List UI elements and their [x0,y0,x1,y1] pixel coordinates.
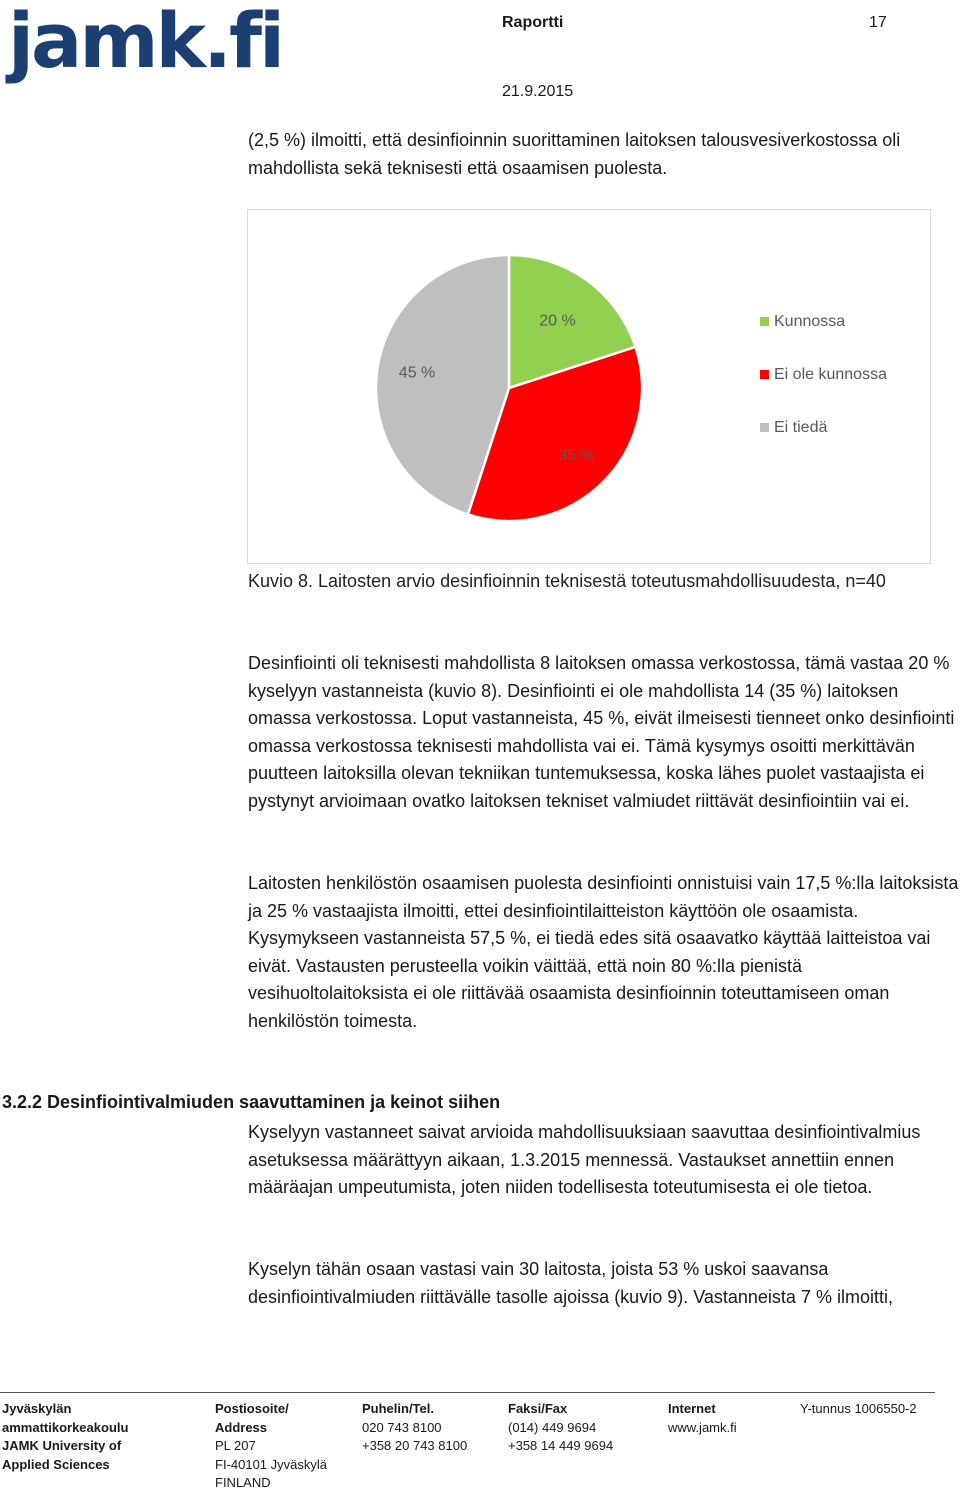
legend-label: Ei ole kunnossa [774,366,887,384]
legend-label: Ei tiedä [774,419,828,437]
paragraph-2: Laitosten henkilöstön osaamisen puolesta desinfiointi onnistuisi vain 17,5 %:lla laitoksista ja 25 % vastaajista ilmoitti, ettei desinfiointilaitteiston käyttöön ole osaamista. Kysymykseen vastanneista 57,5 %, ei tiedä edes sitä osaavatko käyttää laitteistoa vai eivät. Vastausten perusteella voikin väittää, että noin 80 %:lla pienistä vesihuoltolaitoksista ei ole riittävää osaamista desinfioinnin toteuttamiseen oman henkilöstön toimesta. [248,873,959,1031]
pie-data-label: 35 % [558,446,595,464]
footer-text: Postiosoite/ [215,1401,289,1416]
footer-col-business-id [800,1400,917,1419]
footer-text: FI-40101 Jyväskylä [215,1456,327,1472]
legend-label: Kunnossa [774,313,846,331]
intro-paragraph: (2,5 %) ilmoitti, että desinfioinnin suorittaminen laitoksen talousvesiverkostossa oli mahdollista sekä teknisesti että osaamisen puolesta. [248,130,901,178]
pie-data-label: 45 % [398,364,436,382]
pie-data-label: 20 % [539,312,576,330]
footer-text: 020 743 8100 [362,1419,442,1435]
figure-caption: Kuvio 8. Laitosten arvio desinfioinnin teknisestä toteutusmahdollisuudesta, n=40 [248,571,886,591]
footer-col-address [215,1400,327,1493]
footer-text: Puhelin/Tel. [362,1401,434,1416]
footer-text: Applied Sciences [2,1456,110,1472]
footer-link[interactable]: www.jamk.fi [668,1419,737,1435]
legend-swatch [760,317,769,326]
footer-col-fax [508,1400,613,1456]
footer-text: +358 14 449 9694 [508,1438,614,1453]
footer-col-internet [668,1400,737,1437]
page-number: 17 [869,14,887,31]
paragraph-3: Kyselyyn vastanneet saivat arvioida mahdollisuuksiaan saavuttaa desinfiointivalmius asetuksessa määrättyyn aikaan, 1.3.2015 mennessä. Vastaukset annettiin ennen määräajan umpeutumista, joten niiden todellisesta toteutumisesta ei ole tietoa. [248,1122,921,1197]
footer-text: Internet [668,1401,716,1416]
footer-text: +358 20 743 8100 [362,1438,468,1453]
footer-text: Faksi/Fax [508,1401,568,1416]
jamk-logo: jamk.fi [8,0,283,85]
pie-chart [247,209,931,564]
footer-text: PL 207 [215,1438,256,1453]
footer-text: ammattikorkeakoulu [2,1419,129,1435]
paragraph-1: Desinfiointi oli teknisesti mahdollista 8 laitoksen omassa verkostossa, tämä vastaa 20 % kyselyyn vastanneista (kuvio 8). Desinfiointi ei ole mahdollista 14 (35 %) laitoksen omassa verkostossa. Loput vastanneista, 45 %, eivät ilmeisesti tienneet onko desinfiointi omassa verkostossa teknisesti mahdollista vai ei. Tämä kysymys osoitti merkittävän puutteen laitoksilla olevan tekniikan tuntemuksessa, koska lähes puolet vastaajista ei pystynyt arvioimaan ovatko laitoksen tekniset valmiudet riittävät desinfiointiin vai ei. [248,653,955,811]
pie-chart-svg [248,210,932,565]
footer-col-school [2,1400,128,1474]
paragraph-4: Kyselyn tähän osaan vastasi vain 30 laitosta, joista 53 % uskoi saavansa desinfiointivalmiuden riittävälle tasolle ajoissa (kuvio 9). Vastanneista 7 % ilmoitti, [248,1259,893,1307]
report-date: 21.9.2015 [502,83,574,100]
legend-swatch [760,423,769,432]
section-heading: 3.2.2 Desinfiointivalmiuden saavuttaminen ja keinot siihen [2,1092,501,1112]
footer-text: JAMK University of [2,1438,122,1453]
footer-text: Y-tunnus 1006550-2 [800,1401,917,1416]
report-title: Raportti [502,14,564,31]
legend-swatch [760,370,769,379]
footer-col-phone [362,1400,467,1456]
footer-divider [0,1392,935,1393]
footer-text: FINLAND [215,1475,271,1490]
footer-text: Address [215,1419,268,1435]
footer-text: (014) 449 9694 [508,1419,597,1435]
footer-text: Jyväskylän [2,1401,72,1416]
